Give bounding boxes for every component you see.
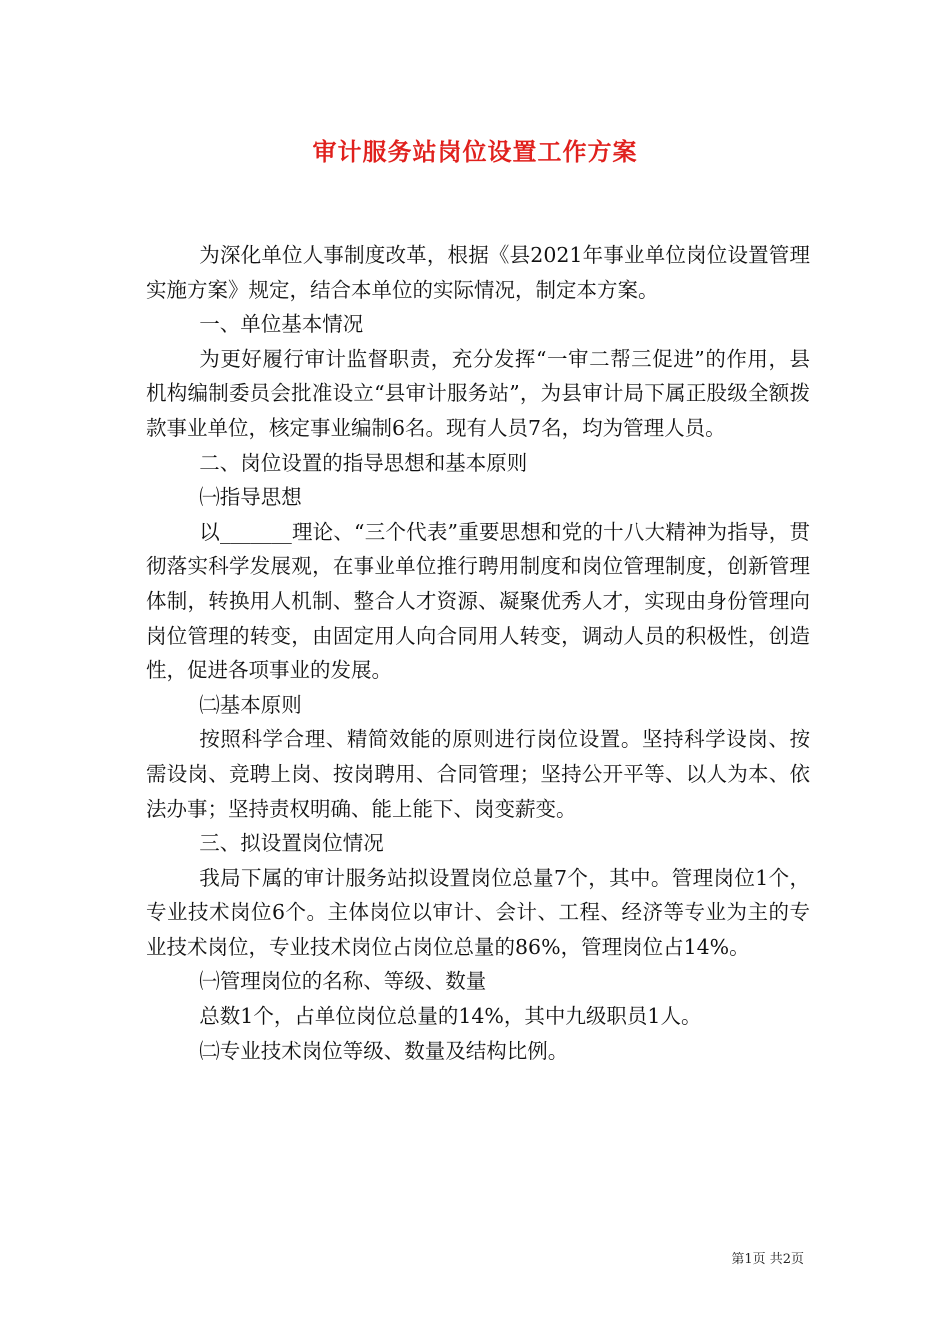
page-number: 第1页 共2页 xyxy=(731,1252,804,1267)
document-body xyxy=(146,238,810,1068)
subsection-heading-technical-posts: ㈡专业技术岗位等级、数量及结构比例。 xyxy=(199,1038,569,1063)
guiding-idea-paragraph: 以_______理论、“三个代表”重要思想和党的十八大精神为指导，贯彻落实科学发展观，在事业单位推行聘用制度和岗位管理制度，创新管理体制，转换用人机制、整合人才资源、凝聚优秀人才，实现由身份管理向岗位管理的转变，由固定用人向合同用人转变，调动人员的积极性，创造性，促进各项事业的发展。 xyxy=(146,519,810,683)
section-heading-1: 一、单位基本情况 xyxy=(199,312,364,337)
management-posts-paragraph: 总数1个，占单位岗位总量的14%，其中九级职员1人。 xyxy=(199,1004,702,1029)
section-heading-3: 三、拟设置岗位情况 xyxy=(199,831,384,856)
section-1-paragraph: 为更好履行审计监督职责，充分发挥“一审二帮三促进”的作用，县机构编制委员会批准设立“县审计服务站”，为县审计局下属正股级全额拨款事业单位，核定事业编制6名。现有人员7名，均为管理人员。 xyxy=(146,346,810,440)
intro-paragraph: 为深化单位人事制度改革，根据《县2021年事业单位岗位设置管理实施方案》规定，结合本单位的实际情况，制定本方案。 xyxy=(146,243,810,302)
basic-principles-paragraph: 按照科学合理、精简效能的原则进行岗位设置。坚持科学设岗、按需设岗、竞聘上岗、按岗聘用、合同管理；坚持公开平等、以人为本、依法办事；坚持责权明确、能上能下、岗变薪变。 xyxy=(146,727,810,821)
subsection-heading-basic-principles: ㈡基本原则 xyxy=(199,692,302,717)
section-3-paragraph: 我局下属的审计服务站拟设置岗位总量7个，其中。管理岗位1个，专业技术岗位6个。主体岗位以审计、会计、工程、经济等专业为主的专业技术岗位，专业技术岗位占岗位总量的86%，管理岗位占14%。 xyxy=(146,865,810,959)
section-heading-2: 二、岗位设置的指导思想和基本原则 xyxy=(199,450,528,475)
subsection-heading-management-posts: ㈠管理岗位的名称、等级、数量 xyxy=(199,969,487,994)
document-title: 审计服务站岗位设置工作方案 xyxy=(312,137,638,166)
subsection-heading-guiding-idea: ㈠指导思想 xyxy=(199,485,302,510)
